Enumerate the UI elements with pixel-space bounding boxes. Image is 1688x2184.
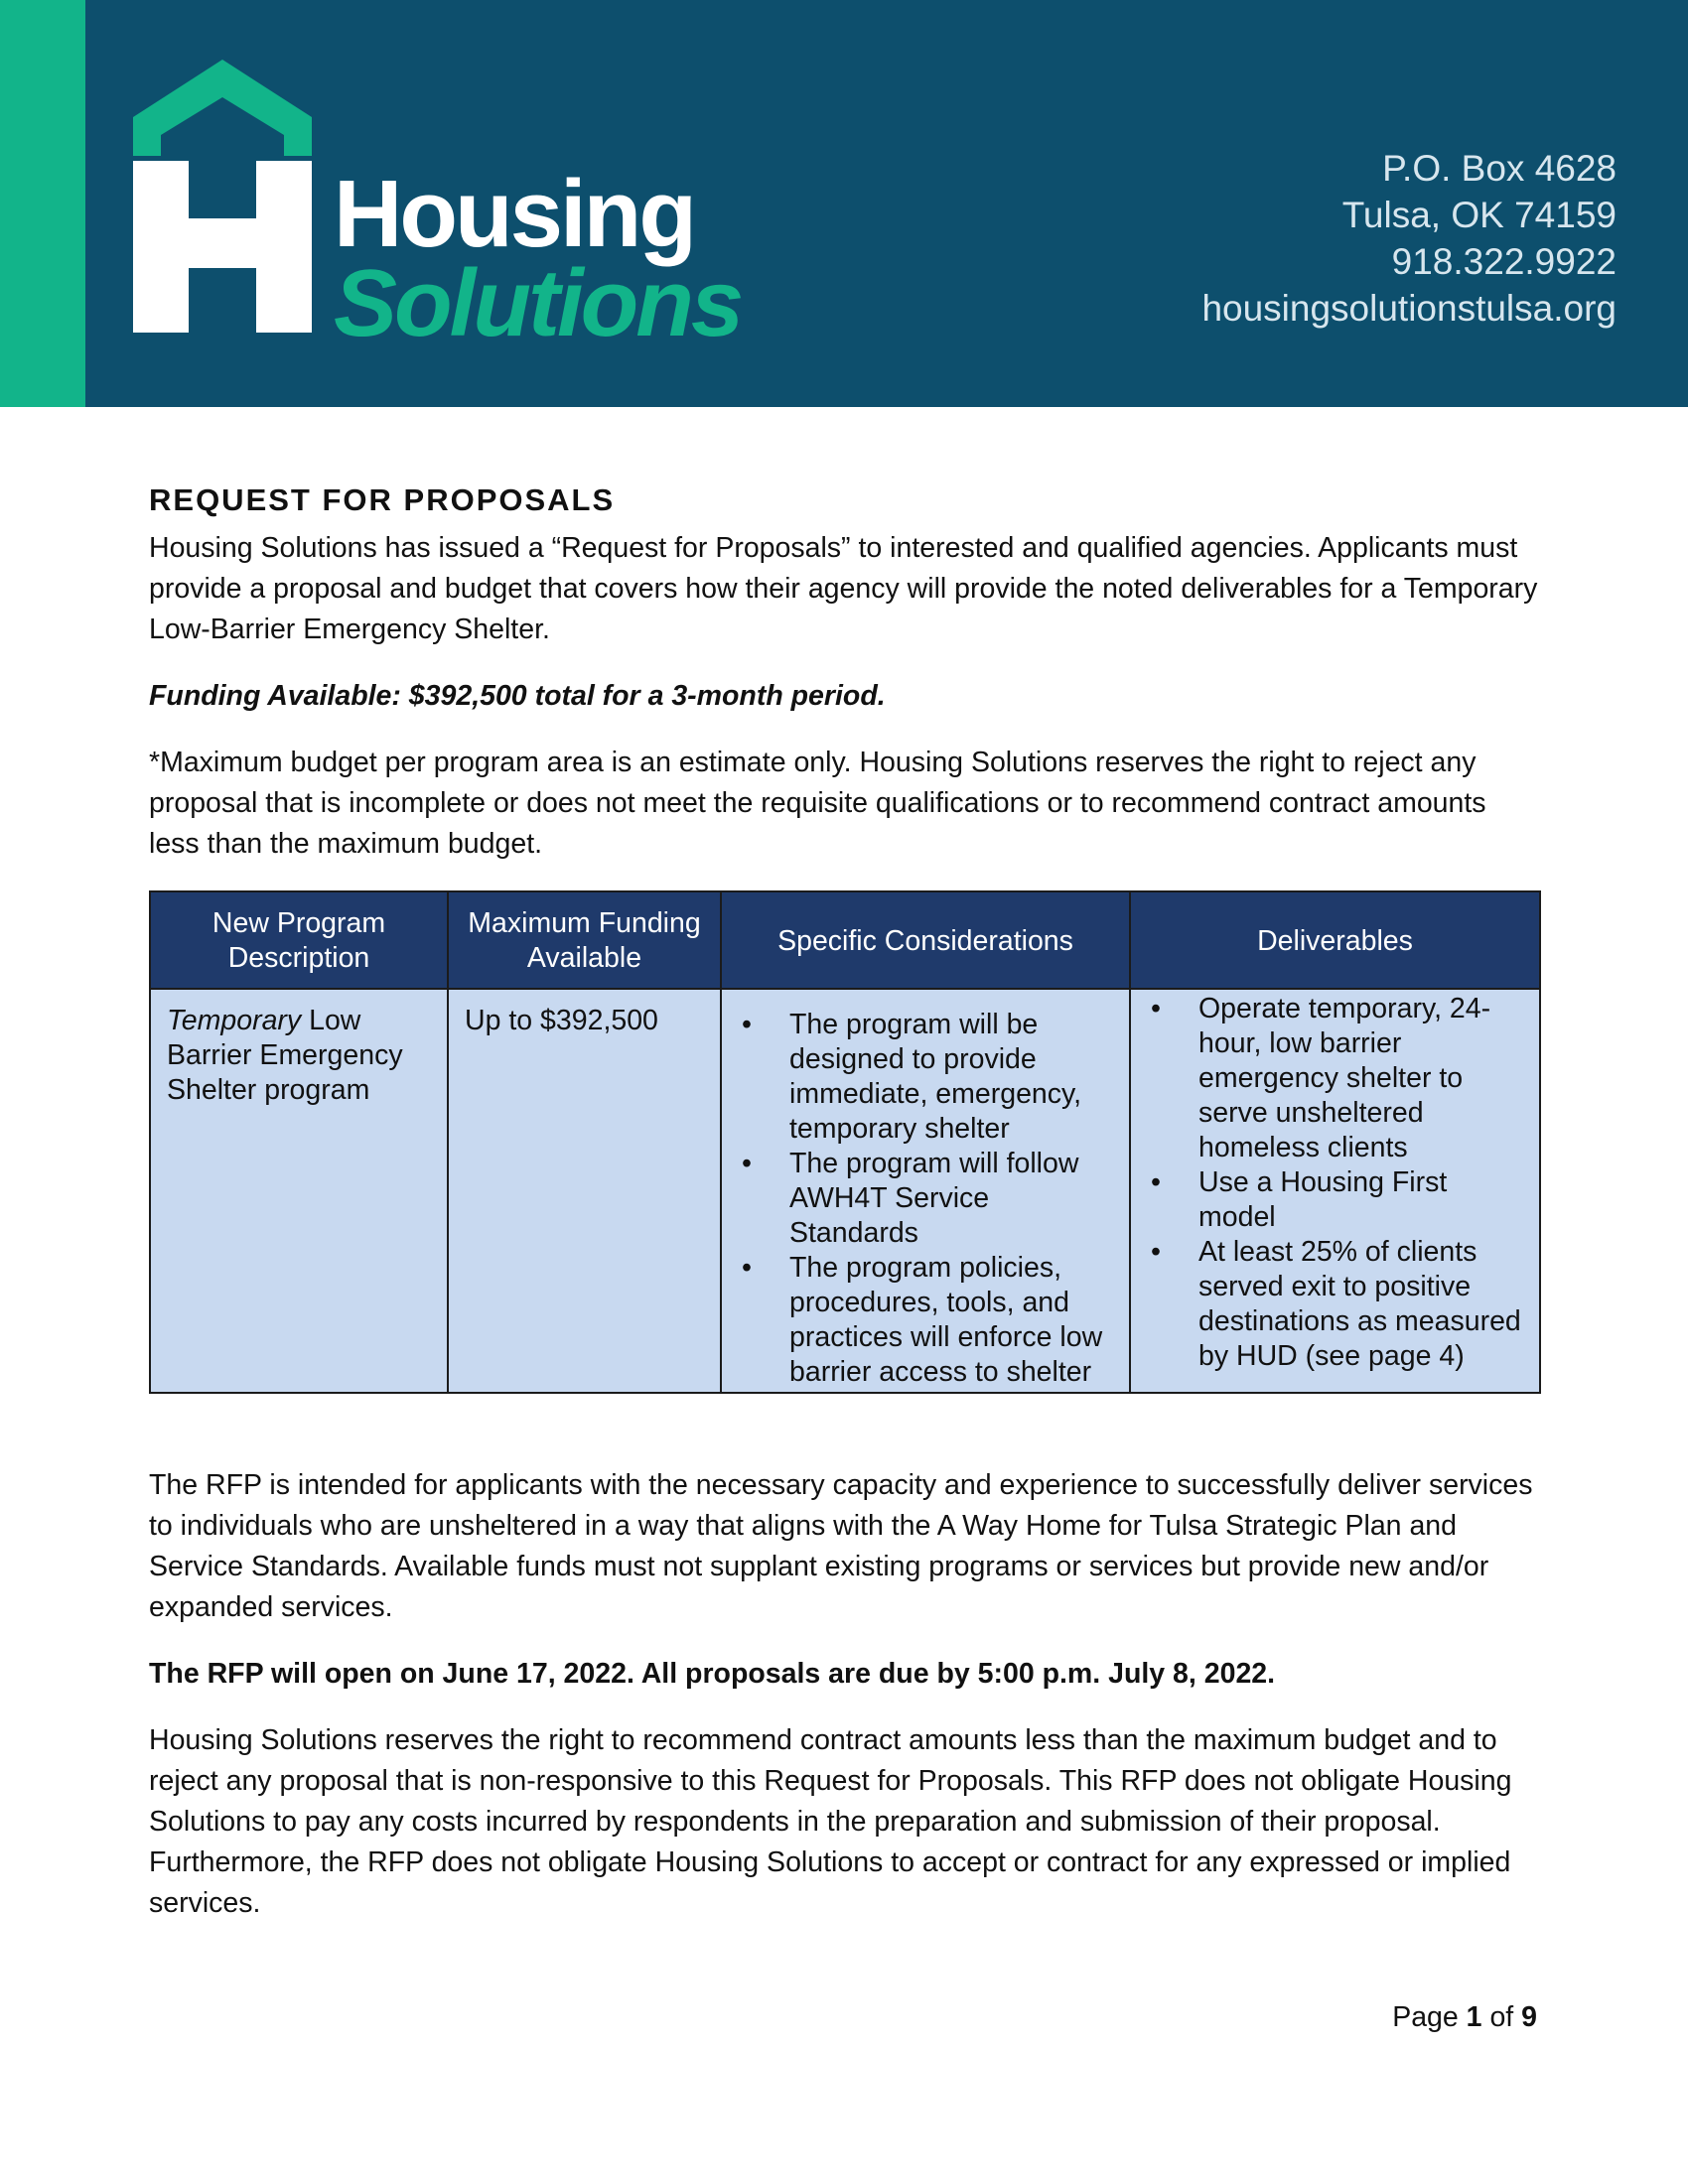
list-item	[1147, 992, 1525, 1165]
list-item-text: The program will follow AWH4T Service Standards	[789, 1148, 1079, 1249]
page-of-label: of	[1481, 2001, 1522, 2033]
phone-number: 918.322.9922	[1391, 241, 1617, 282]
deliverables-cell	[1130, 989, 1540, 1393]
considerations-cell	[721, 989, 1130, 1393]
document-body	[149, 482, 1539, 1950]
list-item	[738, 1147, 1115, 1251]
bullet-icon: •	[1151, 993, 1161, 1024]
program-italic-word: Temporary	[167, 1005, 302, 1036]
page-current: 1	[1466, 2001, 1482, 2033]
list-item	[738, 1008, 1115, 1147]
considerations-list	[738, 1008, 1115, 1390]
bullet-icon: •	[1151, 1166, 1161, 1198]
header-program-description: New Program Description	[150, 891, 448, 989]
bullet-icon: •	[1151, 1236, 1161, 1268]
reservation-paragraph: Housing Solutions reserves the right to recommend contract amounts less than the maximum budget and to reject any proposal that is non-responsive to this Request for Proposals. This RFP does not obligate Housing Solutions to pay any costs incurred by respondents in the preparation and submission of their proposal. Furthermore, the RFP does not obligate Housing Solutions to accept or contract for any expressed or implied services.	[149, 1724, 1512, 1919]
header-maximum-funding: Maximum Funding Available	[448, 891, 721, 989]
page-label: Page	[1392, 2001, 1467, 2033]
list-item	[1147, 1235, 1525, 1374]
header-specific-considerations: Specific Considerations	[721, 891, 1130, 989]
list-item	[1147, 1165, 1525, 1235]
list-item-text: Use a Housing First model	[1198, 1166, 1448, 1233]
disclaimer-paragraph: *Maximum budget per program area is an estimate only. Housing Solutions reserves the right to reject any proposal that is incomplete or does not meet the requisite qualifications or to recommend contract amounts less than the maximum budget.	[149, 747, 1486, 860]
address-line-1: P.O. Box 4628	[1382, 148, 1617, 189]
letterhead	[0, 0, 1688, 407]
address-line-2: Tulsa, OK 74159	[1341, 195, 1617, 235]
page-title: REQUEST FOR PROPOSALS	[149, 482, 616, 517]
page-number	[1392, 2001, 1537, 2034]
bullet-icon: •	[742, 1252, 752, 1284]
capacity-paragraph: The RFP is intended for applicants with the necessary capacity and experience to successfully deliver services to individuals who are unsheltered in a way that aligns with the A Way Home for Tulsa Strategic Plan and Service Standards. Available funds must not supplant existing programs or services but provide new and/or expanded services.	[149, 1469, 1533, 1623]
contact-block	[1201, 145, 1617, 332]
bullet-icon: •	[742, 1009, 752, 1040]
page-total: 9	[1521, 2001, 1537, 2033]
program-description-text: Low Barrier Emergency Shelter program	[167, 1005, 403, 1106]
deliverables-list	[1147, 992, 1525, 1374]
list-item	[738, 1251, 1115, 1390]
list-item-text: Operate temporary, 24-hour, low barrier emergency shelter to serve unsheltered homeless clients	[1198, 993, 1491, 1163]
deadline-statement: The RFP will open on June 17, 2022. All proposals are due by 5:00 p.m. July 8, 2022.	[149, 1658, 1276, 1690]
header-deliverables: Deliverables	[1130, 891, 1540, 989]
program-description-cell	[150, 989, 448, 1393]
logo-wordmark	[334, 161, 742, 356]
funding-cell: Up to $392,500	[448, 989, 721, 1393]
accent-stripe	[0, 0, 85, 407]
funding-statement: Funding Available: $392,500 total for a 3-month period.	[149, 680, 886, 712]
list-item-text: The program will be designed to provide immediate, emergency, temporary shelter	[789, 1009, 1082, 1145]
website-link[interactable]: housingsolutionstulsa.org	[1201, 288, 1617, 329]
house-h-logo-icon	[133, 60, 312, 333]
logo-word-housing: Housing	[334, 161, 694, 267]
table-header-row	[150, 891, 1540, 989]
intro-paragraph: Housing Solutions has issued a “Request for Proposals” to interested and qualified agencies. Applicants must provide a proposal and budget that covers how their agency will provide the noted deliverables for a Temporary Low-Barrier Emergency Shelter.	[149, 532, 1538, 645]
table-row	[150, 989, 1540, 1393]
program-table	[149, 890, 1541, 1394]
list-item-text: At least 25% of clients served exit to positive destinations as measured by HUD (see page 4)	[1198, 1236, 1521, 1372]
bullet-icon: •	[742, 1148, 752, 1179]
list-item-text: The program policies, procedures, tools, and practices will enforce low barrier access to shelter	[789, 1252, 1103, 1388]
logo-word-solutions: Solutions	[334, 250, 742, 356]
